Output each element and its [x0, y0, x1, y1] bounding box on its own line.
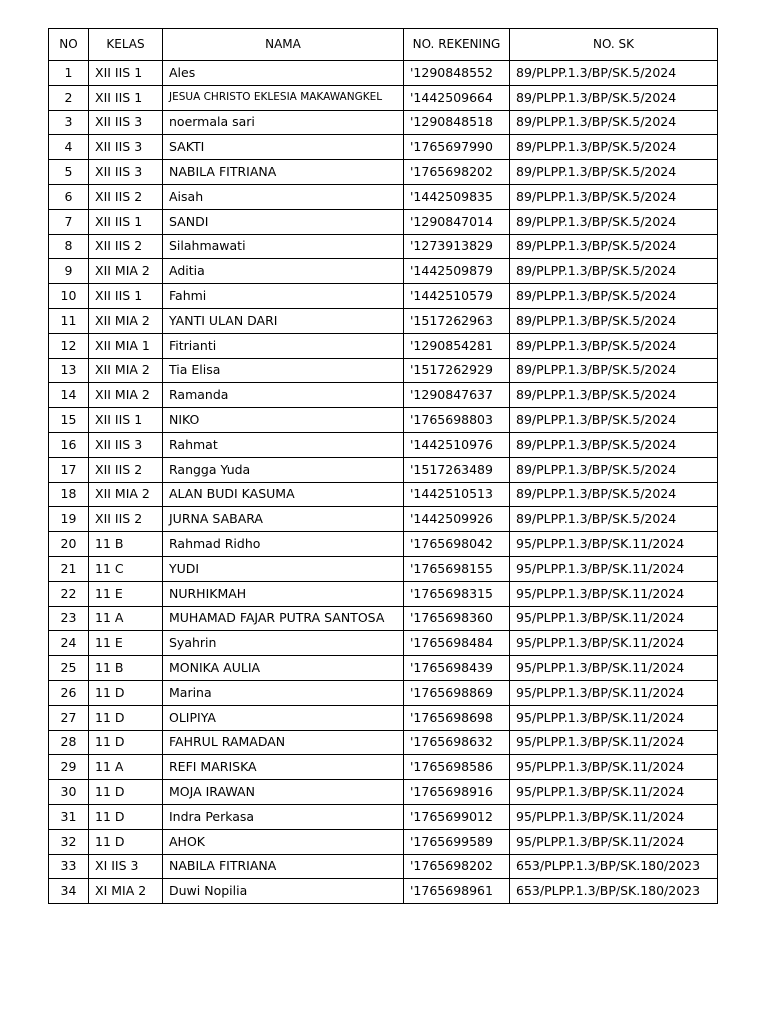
cell-no-sk: 89/PLPP.1.3/BP/SK.5/2024 [510, 135, 718, 160]
cell-no-sk: 89/PLPP.1.3/BP/SK.5/2024 [510, 61, 718, 86]
cell-no: 21 [49, 556, 89, 581]
cell-nama: NURHIKMAH [163, 581, 404, 606]
cell-kelas: 11 C [89, 556, 163, 581]
table-row [49, 358, 718, 383]
cell-no-sk: 95/PLPP.1.3/BP/SK.11/2024 [510, 631, 718, 656]
cell-kelas: XII IIS 3 [89, 135, 163, 160]
table-row [49, 606, 718, 631]
cell-no-sk: 653/PLPP.1.3/BP/SK.180/2023 [510, 879, 718, 904]
cell-no-sk: 89/PLPP.1.3/BP/SK.5/2024 [510, 408, 718, 433]
cell-nama: Fahmi [163, 284, 404, 309]
header-no-rekening: NO. REKENING [404, 29, 510, 61]
cell-kelas: 11 D [89, 680, 163, 705]
cell-nama: NABILA FITRIANA [163, 160, 404, 185]
cell-kelas: XII IIS 1 [89, 284, 163, 309]
cell-no-rekening: '1765698360 [404, 606, 510, 631]
cell-no-rekening: '1765698439 [404, 656, 510, 681]
cell-no: 27 [49, 705, 89, 730]
cell-nama: NIKO [163, 408, 404, 433]
cell-no: 10 [49, 284, 89, 309]
table-row [49, 308, 718, 333]
table-row [49, 804, 718, 829]
header-kelas: KELAS [89, 29, 163, 61]
table-row [49, 234, 718, 259]
cell-no-rekening: '1290847637 [404, 383, 510, 408]
cell-kelas: 11 D [89, 829, 163, 854]
cell-no-rekening: '1765698202 [404, 854, 510, 879]
cell-kelas: XII IIS 1 [89, 61, 163, 86]
cell-kelas: XII IIS 2 [89, 234, 163, 259]
table-row [49, 656, 718, 681]
table-row [49, 383, 718, 408]
cell-no-sk: 95/PLPP.1.3/BP/SK.11/2024 [510, 780, 718, 805]
cell-nama: SAKTI [163, 135, 404, 160]
cell-nama: OLIPIYA [163, 705, 404, 730]
cell-no-rekening: '1517262963 [404, 308, 510, 333]
cell-kelas: XII MIA 1 [89, 333, 163, 358]
cell-kelas: XII MIA 2 [89, 358, 163, 383]
cell-nama: Fitrianti [163, 333, 404, 358]
cell-no-sk: 89/PLPP.1.3/BP/SK.5/2024 [510, 333, 718, 358]
cell-no-rekening: '1765698202 [404, 160, 510, 185]
cell-kelas: XII IIS 1 [89, 408, 163, 433]
cell-no: 18 [49, 482, 89, 507]
cell-nama: YANTI ULAN DARI [163, 308, 404, 333]
cell-no: 28 [49, 730, 89, 755]
cell-no-rekening: '1765698803 [404, 408, 510, 433]
cell-no-rekening: '1442510579 [404, 284, 510, 309]
table-row [49, 854, 718, 879]
cell-no: 20 [49, 532, 89, 557]
cell-no-sk: 95/PLPP.1.3/BP/SK.11/2024 [510, 656, 718, 681]
cell-no-sk: 95/PLPP.1.3/BP/SK.11/2024 [510, 755, 718, 780]
cell-no: 26 [49, 680, 89, 705]
table-row [49, 532, 718, 557]
cell-kelas: XII IIS 2 [89, 184, 163, 209]
table-body [49, 61, 718, 904]
cell-nama: Rahmad Ridho [163, 532, 404, 557]
cell-nama: Rangga Yuda [163, 457, 404, 482]
cell-no: 23 [49, 606, 89, 631]
cell-kelas: XII IIS 3 [89, 432, 163, 457]
cell-nama: Tia Elisa [163, 358, 404, 383]
cell-no: 24 [49, 631, 89, 656]
table-row [49, 61, 718, 86]
cell-kelas: 11 D [89, 804, 163, 829]
cell-no-sk: 89/PLPP.1.3/BP/SK.5/2024 [510, 209, 718, 234]
cell-nama: SANDI [163, 209, 404, 234]
cell-nama: noermala sari [163, 110, 404, 135]
cell-no-rekening: '1517262929 [404, 358, 510, 383]
cell-no-rekening: '1765698155 [404, 556, 510, 581]
cell-no-sk: 89/PLPP.1.3/BP/SK.5/2024 [510, 482, 718, 507]
cell-no-rekening: '1765699589 [404, 829, 510, 854]
cell-nama: Syahrin [163, 631, 404, 656]
cell-no: 8 [49, 234, 89, 259]
cell-no: 25 [49, 656, 89, 681]
cell-no-rekening: '1442509926 [404, 507, 510, 532]
cell-no: 16 [49, 432, 89, 457]
cell-kelas: XII MIA 2 [89, 482, 163, 507]
cell-no: 19 [49, 507, 89, 532]
cell-no-rekening: '1765698315 [404, 581, 510, 606]
cell-kelas: XII MIA 2 [89, 383, 163, 408]
cell-nama: AHOK [163, 829, 404, 854]
cell-no: 9 [49, 259, 89, 284]
cell-no-sk: 95/PLPP.1.3/BP/SK.11/2024 [510, 804, 718, 829]
cell-kelas: XII IIS 2 [89, 457, 163, 482]
cell-no-sk: 89/PLPP.1.3/BP/SK.5/2024 [510, 110, 718, 135]
cell-no: 31 [49, 804, 89, 829]
cell-kelas: 11 D [89, 780, 163, 805]
cell-no: 17 [49, 457, 89, 482]
cell-no-rekening: '1765698961 [404, 879, 510, 904]
cell-no: 3 [49, 110, 89, 135]
cell-no-sk: 89/PLPP.1.3/BP/SK.5/2024 [510, 383, 718, 408]
table-row [49, 85, 718, 110]
cell-no-sk: 89/PLPP.1.3/BP/SK.5/2024 [510, 358, 718, 383]
table-row [49, 160, 718, 185]
cell-no: 2 [49, 85, 89, 110]
cell-kelas: XII MIA 2 [89, 308, 163, 333]
cell-no-sk: 89/PLPP.1.3/BP/SK.5/2024 [510, 308, 718, 333]
cell-nama: MONIKA AULIA [163, 656, 404, 681]
cell-nama: Aditia [163, 259, 404, 284]
cell-no-sk: 89/PLPP.1.3/BP/SK.5/2024 [510, 457, 718, 482]
cell-no-rekening: '1442510976 [404, 432, 510, 457]
cell-kelas: 11 E [89, 631, 163, 656]
cell-nama: Aisah [163, 184, 404, 209]
cell-nama: Marina [163, 680, 404, 705]
cell-no-rekening: '1442509835 [404, 184, 510, 209]
cell-kelas: 11 A [89, 606, 163, 631]
cell-no-rekening: '1765697990 [404, 135, 510, 160]
table-row [49, 730, 718, 755]
cell-kelas: 11 D [89, 705, 163, 730]
table-row [49, 631, 718, 656]
cell-nama: Silahmawati [163, 234, 404, 259]
header-nama: NAMA [163, 29, 404, 61]
cell-no: 22 [49, 581, 89, 606]
cell-no-rekening: '1290848518 [404, 110, 510, 135]
cell-kelas: XII IIS 1 [89, 209, 163, 234]
table-row [49, 507, 718, 532]
cell-no-sk: 89/PLPP.1.3/BP/SK.5/2024 [510, 284, 718, 309]
cell-no-sk: 89/PLPP.1.3/BP/SK.5/2024 [510, 432, 718, 457]
cell-no: 7 [49, 209, 89, 234]
cell-no: 32 [49, 829, 89, 854]
table-row [49, 432, 718, 457]
header-no-sk: NO. SK [510, 29, 718, 61]
cell-no-rekening: '1765698484 [404, 631, 510, 656]
cell-nama: ALAN BUDI KASUMA [163, 482, 404, 507]
cell-no-rekening: '1290854281 [404, 333, 510, 358]
table-row [49, 705, 718, 730]
table-row [49, 780, 718, 805]
table-row [49, 482, 718, 507]
cell-kelas: XI IIS 3 [89, 854, 163, 879]
cell-no-sk: 95/PLPP.1.3/BP/SK.11/2024 [510, 829, 718, 854]
cell-no: 11 [49, 308, 89, 333]
cell-no-rekening: '1442509879 [404, 259, 510, 284]
cell-no-rekening: '1765698916 [404, 780, 510, 805]
cell-no: 30 [49, 780, 89, 805]
cell-no-sk: 95/PLPP.1.3/BP/SK.11/2024 [510, 606, 718, 631]
cell-no-sk: 95/PLPP.1.3/BP/SK.11/2024 [510, 730, 718, 755]
cell-no-sk: 95/PLPP.1.3/BP/SK.11/2024 [510, 680, 718, 705]
cell-no-sk: 89/PLPP.1.3/BP/SK.5/2024 [510, 85, 718, 110]
table-row [49, 879, 718, 904]
table-row [49, 284, 718, 309]
cell-no-rekening: '1517263489 [404, 457, 510, 482]
table-row [49, 680, 718, 705]
cell-no: 13 [49, 358, 89, 383]
table-row [49, 110, 718, 135]
cell-no-sk: 89/PLPP.1.3/BP/SK.5/2024 [510, 507, 718, 532]
cell-nama: Duwi Nopilia [163, 879, 404, 904]
cell-kelas: XII IIS 2 [89, 507, 163, 532]
cell-no-rekening: '1765698698 [404, 705, 510, 730]
cell-no-sk: 89/PLPP.1.3/BP/SK.5/2024 [510, 259, 718, 284]
cell-kelas: XI MIA 2 [89, 879, 163, 904]
table-row [49, 135, 718, 160]
cell-no-sk: 89/PLPP.1.3/BP/SK.5/2024 [510, 160, 718, 185]
cell-no-rekening: '1765698869 [404, 680, 510, 705]
cell-no: 34 [49, 879, 89, 904]
cell-nama: JESUA CHRISTO EKLESIA MAKAWANGKEL [163, 85, 404, 110]
cell-kelas: 11 E [89, 581, 163, 606]
cell-no-rekening: '1273913829 [404, 234, 510, 259]
cell-nama: Ramanda [163, 383, 404, 408]
cell-no: 33 [49, 854, 89, 879]
table-row [49, 259, 718, 284]
cell-kelas: 11 B [89, 532, 163, 557]
cell-no: 1 [49, 61, 89, 86]
cell-no-sk: 95/PLPP.1.3/BP/SK.11/2024 [510, 556, 718, 581]
cell-no-sk: 95/PLPP.1.3/BP/SK.11/2024 [510, 705, 718, 730]
table-row [49, 408, 718, 433]
cell-no: 6 [49, 184, 89, 209]
cell-nama: YUDI [163, 556, 404, 581]
table-row [49, 333, 718, 358]
cell-nama: MOJA IRAWAN [163, 780, 404, 805]
cell-kelas: 11 B [89, 656, 163, 681]
cell-no: 5 [49, 160, 89, 185]
cell-no-rekening: '1442509664 [404, 85, 510, 110]
table-row [49, 209, 718, 234]
cell-kelas: XII IIS 3 [89, 160, 163, 185]
cell-nama: NABILA FITRIANA [163, 854, 404, 879]
cell-no-sk: 89/PLPP.1.3/BP/SK.5/2024 [510, 234, 718, 259]
cell-no-sk: 95/PLPP.1.3/BP/SK.11/2024 [510, 532, 718, 557]
student-account-table [48, 28, 718, 904]
table-header-row [49, 29, 718, 61]
cell-kelas: XII IIS 1 [89, 85, 163, 110]
cell-nama: Ales [163, 61, 404, 86]
cell-no-rekening: '1765698632 [404, 730, 510, 755]
cell-nama: FAHRUL RAMADAN [163, 730, 404, 755]
cell-kelas: XII IIS 3 [89, 110, 163, 135]
header-no: NO [49, 29, 89, 61]
table-row [49, 184, 718, 209]
cell-nama: Rahmat [163, 432, 404, 457]
cell-no-rekening: '1765698042 [404, 532, 510, 557]
table-row [49, 556, 718, 581]
cell-no-rekening: '1765698586 [404, 755, 510, 780]
table-row [49, 457, 718, 482]
cell-kelas: 11 D [89, 730, 163, 755]
cell-no: 29 [49, 755, 89, 780]
cell-no: 4 [49, 135, 89, 160]
cell-no-rekening: '1290848552 [404, 61, 510, 86]
cell-no: 14 [49, 383, 89, 408]
cell-no-rekening: '1765699012 [404, 804, 510, 829]
table-row [49, 755, 718, 780]
cell-nama: MUHAMAD FAJAR PUTRA SANTOSA [163, 606, 404, 631]
cell-no: 15 [49, 408, 89, 433]
cell-kelas: XII MIA 2 [89, 259, 163, 284]
table-row [49, 829, 718, 854]
cell-no-sk: 95/PLPP.1.3/BP/SK.11/2024 [510, 581, 718, 606]
cell-nama: REFI MARISKA [163, 755, 404, 780]
cell-no-sk: 89/PLPP.1.3/BP/SK.5/2024 [510, 184, 718, 209]
cell-no: 12 [49, 333, 89, 358]
cell-nama: JURNA SABARA [163, 507, 404, 532]
cell-kelas: 11 A [89, 755, 163, 780]
table-row [49, 581, 718, 606]
cell-no-rekening: '1442510513 [404, 482, 510, 507]
cell-no-sk: 653/PLPP.1.3/BP/SK.180/2023 [510, 854, 718, 879]
cell-no-rekening: '1290847014 [404, 209, 510, 234]
cell-nama: Indra Perkasa [163, 804, 404, 829]
